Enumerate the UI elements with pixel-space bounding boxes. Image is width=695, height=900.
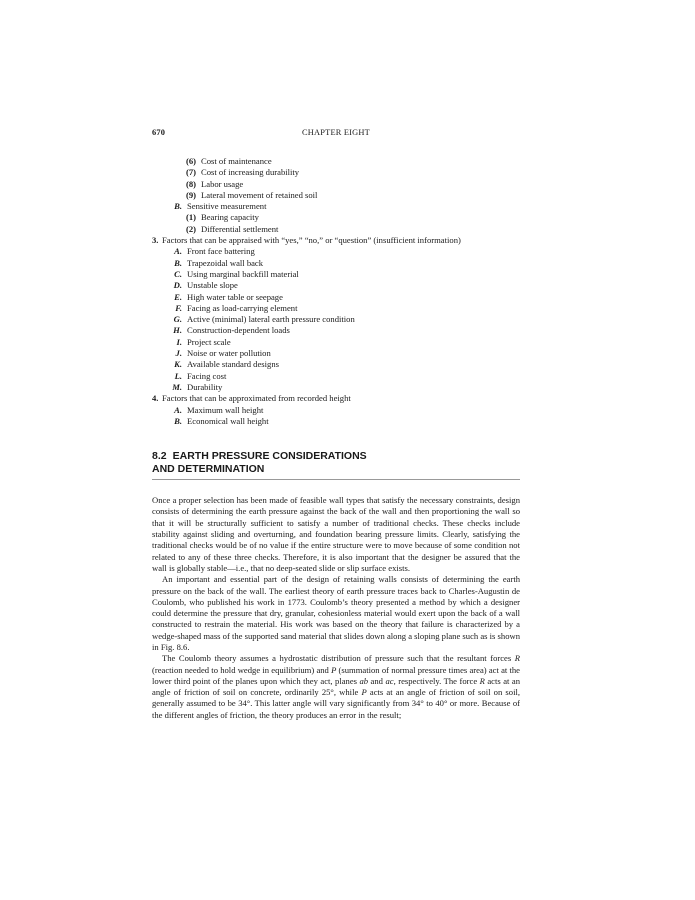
outline-text: Active (minimal) lateral earth pressure condition xyxy=(187,314,355,325)
outline-text: Unstable slope xyxy=(187,280,238,291)
outline-item xyxy=(152,258,520,269)
outline-item xyxy=(152,337,520,348)
outline-marker: C. xyxy=(174,268,182,279)
outline-item xyxy=(152,405,520,416)
paragraph-3-text: , respectively. The force xyxy=(393,675,480,686)
symbol-r: R xyxy=(514,653,520,664)
outline-marker: L. xyxy=(174,370,182,381)
section-rule xyxy=(152,479,520,480)
outline-text: Differential settlement xyxy=(201,223,279,234)
outline-marker: K. xyxy=(174,359,182,370)
outline-marker: (9) xyxy=(186,189,197,200)
plane-ab: ab xyxy=(359,675,369,686)
outline-marker: E. xyxy=(174,291,182,302)
outline-text: Facing as load-carrying element xyxy=(187,302,298,313)
outline-marker: (1) xyxy=(186,212,197,223)
section-number: 8.2 xyxy=(152,450,167,463)
outline-text: Available standard designs xyxy=(187,359,279,370)
factor-outline-list xyxy=(152,156,520,427)
outline-item xyxy=(152,156,520,167)
outline-marker: B. xyxy=(174,257,182,268)
symbol-r: R xyxy=(479,675,485,686)
outline-marker: D. xyxy=(173,280,182,291)
outline-marker: (8) xyxy=(186,178,197,189)
outline-marker: (7) xyxy=(186,167,197,178)
paragraph-2 xyxy=(152,574,520,653)
paragraph-1-text: Once a proper selection has been made of feasible wall types that satisfy the necessary constraints, design consists of determining the earth pressure against the back of the wall and then proportioning the wall so that it will be structurally sufficient to satisfy a number of traditional checks. These checks include stability against sliding and overturning, and foundation bearing pressure limits. Clearly, satisfying the traditional checks would be of no value if the entire structure were to move because of some condition not related to any of these three checks. Therefore, it is also important that the designer be assured that the wall is globally stable—i.e., that no deep-seated slide or slip surface exists. xyxy=(152,495,520,573)
paragraph-3-text: acts at an angle of friction of soil on concrete, ordinarily 25°, while xyxy=(152,675,520,698)
paragraph-3-text: (reaction needed to hold wedge in equilibrium) and xyxy=(152,664,332,675)
paragraph-2-text: An important and essential part of the design of retaining walls consists of determining the earth pressure on the back of the wall. The earliest theory of earth pressure traces back to Charles-Augustin de Coulomb, who published his work in 1773. Coulomb’s theory presented a method by which a designer could determine the pressure that dry, granular, cohesionless material would exert upon the back of a wall constructed to restrain the material. His work was based on the theory that failure is characterized by a wedge-shaped mass of the supported sand material that slides down along a sloping plane such as is shown in Fig. 8.6. xyxy=(152,574,520,652)
outline-item xyxy=(152,348,520,359)
outline-item xyxy=(152,201,520,212)
outline-text: Noise or water pollution xyxy=(187,348,271,359)
outline-text: Maximum wall height xyxy=(187,404,264,415)
outline-text: Using marginal backfill material xyxy=(187,268,299,279)
outline-text: Cost of increasing durability xyxy=(201,167,300,178)
outline-marker: 4. xyxy=(152,393,159,404)
symbol-p: P xyxy=(331,664,337,675)
outline-text: Factors that can be approximated from recorded height xyxy=(162,393,351,404)
outline-marker: B. xyxy=(174,201,182,212)
outline-text: Project scale xyxy=(187,336,231,347)
outline-marker: M. xyxy=(172,381,182,392)
outline-item xyxy=(152,224,520,235)
symbol-p: P xyxy=(361,687,367,698)
outline-text: Sensitive measurement xyxy=(187,201,267,212)
outline-marker: A. xyxy=(174,246,182,257)
outline-text: Front face battering xyxy=(187,246,255,257)
outline-text: Trapezoidal wall back xyxy=(187,257,264,268)
outline-text: High water table or seepage xyxy=(187,291,283,302)
paragraph-3 xyxy=(152,653,520,721)
outline-item xyxy=(152,292,520,303)
outline-item xyxy=(152,167,520,178)
paragraph-3-text: and xyxy=(368,675,386,686)
outline-marker: H. xyxy=(173,325,182,336)
paragraph-3-text: The Coulomb theory assumes a hydrostatic distribution of pressure such that the resultant forces xyxy=(162,653,515,664)
outline-marker: F. xyxy=(175,302,182,313)
section-title-line-1: EARTH PRESSURE CONSIDERATIONS xyxy=(172,450,367,463)
outline-marker: B. xyxy=(174,415,182,426)
outline-text: Cost of maintenance xyxy=(201,156,272,166)
outline-marker: 3. xyxy=(152,235,159,246)
paragraph-3-text: acts at an angle of friction of soil on soil, generally assumed to be 34°. This latter angle will vary significantly from 34° to 40° or more. Because of the different angles of friction, the theory produces an error in the result; xyxy=(152,687,520,720)
outline-text: Construction-dependent loads xyxy=(187,325,290,336)
page-number: 670 xyxy=(152,128,166,137)
outline-marker: G. xyxy=(173,314,182,325)
section-heading-line-1 xyxy=(152,450,520,463)
outline-marker: I. xyxy=(176,336,182,347)
outline-marker: (6) xyxy=(186,156,197,166)
outline-item xyxy=(152,190,520,201)
page xyxy=(152,128,520,721)
outline-item xyxy=(152,314,520,325)
outline-marker: A. xyxy=(174,404,182,415)
outline-item xyxy=(152,325,520,336)
plane-ac: ac xyxy=(385,675,394,686)
outline-text: Facing cost xyxy=(187,370,227,381)
outline-text: Economical wall height xyxy=(187,415,269,426)
body-text xyxy=(152,495,520,721)
paragraph-1 xyxy=(152,495,520,574)
section-title-line-2: AND DETERMINATION xyxy=(152,463,265,476)
running-head: CHAPTER EIGHT xyxy=(302,128,370,137)
outline-item xyxy=(152,212,520,223)
outline-item xyxy=(152,371,520,382)
outline-item xyxy=(152,303,520,314)
outline-item xyxy=(152,280,520,291)
outline-item xyxy=(152,246,520,257)
outline-item xyxy=(152,382,520,393)
outline-text: Bearing capacity xyxy=(201,212,259,223)
outline-item xyxy=(152,359,520,370)
outline-marker: (2) xyxy=(186,223,197,234)
outline-item xyxy=(152,416,520,427)
outline-item xyxy=(152,269,520,280)
outline-marker: J. xyxy=(175,348,182,359)
outline-item xyxy=(152,235,520,246)
outline-item xyxy=(152,393,520,404)
section-heading xyxy=(152,450,520,476)
outline-text: Factors that can be appraised with “yes,” “no,” or “question” (insufficient information) xyxy=(162,235,461,246)
outline-text: Durability xyxy=(187,381,223,392)
page-header xyxy=(152,128,520,142)
paragraph-3-text: (summation of normal pressure times area) act at the lower third point of the planes upon which they act, planes xyxy=(152,664,520,686)
outline-item xyxy=(152,179,520,190)
outline-text: Lateral movement of retained soil xyxy=(201,189,318,200)
outline-text: Labor usage xyxy=(201,178,244,189)
